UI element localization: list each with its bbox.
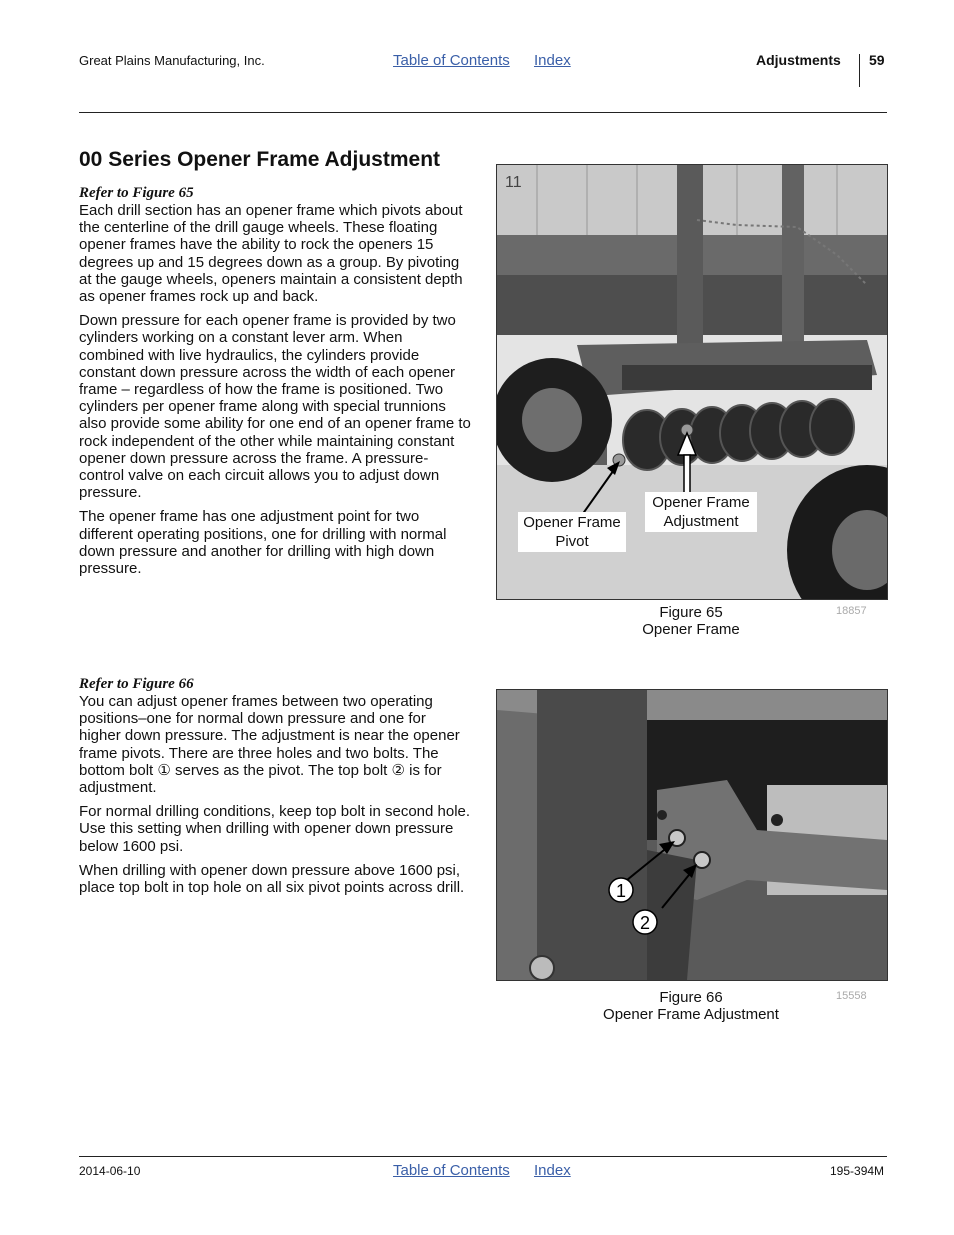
- header-section-title: Adjustments: [756, 52, 841, 68]
- figure-66-photo: [496, 689, 888, 981]
- paragraph-2: Down pressure for each opener frame is provided by two cylinders working on a constant lever arm. When combined with live hydraulics, the cylinders provide constant down pressure across the width of each opener frame – regardless of how the frame is positioned. Two cylinders per opener frame along with special trunnions also provide some ability for one end of an opener frame to rock independent of the other while maintaining constant opener down pressure across the frame. A pressure-control valve on each circuit allows you to adjust down pressure.: [79, 312, 471, 502]
- header-company: Great Plains Manufacturing, Inc.: [79, 53, 265, 68]
- figure-65-caption: [591, 604, 791, 638]
- callout-pivot-line2: Pivot: [555, 533, 589, 550]
- callout-opener-frame-pivot: [518, 512, 626, 552]
- text-block-1: [79, 185, 471, 577]
- refer-figure-66: Refer to Figure 66: [79, 676, 194, 692]
- photo-marking: 11: [505, 174, 522, 191]
- callout-adjust-line1: Opener Frame: [652, 494, 750, 511]
- footer-doc-number: 195-394M: [830, 1164, 885, 1178]
- callout-opener-frame-adjustment: [645, 492, 757, 532]
- header-divider: [859, 54, 860, 87]
- figure-66-caption: [591, 989, 791, 1023]
- footer-date: 2014-06-10: [79, 1164, 141, 1178]
- header-rule: [79, 112, 887, 113]
- page-title: 00 Series Opener Frame Adjustment: [79, 148, 441, 171]
- refer-figure-65: Refer to Figure 65: [79, 185, 194, 201]
- callout-adjust-line2: Adjustment: [663, 513, 739, 530]
- paragraph-3: The opener frame has one adjustment point for two different operating positions, one for drilling with normal down pressure and another for drilling with high down pressure.: [79, 508, 447, 578]
- callout-pivot-line1: Opener Frame: [523, 514, 621, 531]
- opener-frame-adjustment-illustration: [497, 690, 887, 980]
- figure-66-image-number: 15558: [836, 990, 867, 1002]
- header-index-link[interactable]: Index: [534, 52, 571, 69]
- footer-toc-link[interactable]: Table of Contents: [393, 1162, 510, 1179]
- callout-2: 2: [639, 913, 651, 933]
- figure-66-title: Opener Frame Adjustment: [603, 1006, 779, 1023]
- page-number: 59: [869, 52, 885, 68]
- text-block-2: [79, 676, 471, 896]
- figure-66-number: Figure 66: [659, 989, 723, 1006]
- header-toc-link[interactable]: Table of Contents: [393, 52, 510, 69]
- figure-65-number: Figure 65: [659, 604, 723, 621]
- figure-65-title: Opener Frame: [642, 621, 740, 638]
- paragraph-6: When drilling with opener down pressure above 1600 psi, place top bolt in top hole on all six pivot points across drill.: [79, 861, 465, 897]
- paragraph-5: For normal drilling conditions, keep top bolt in second hole. Use this setting when drilling with opener down pressure below 1600 psi.: [79, 803, 471, 855]
- callout-1: 1: [615, 881, 627, 901]
- footer-index-link[interactable]: Index: [534, 1162, 571, 1179]
- paragraph-4: You can adjust opener frames between two operating positions–one for normal down pressure and one for higher down pressure. The adjustment is near the opener frame pivots. There are three holes and two bolts. The bottom bolt ① serves as the pivot. The top bolt ② is for adjustment.: [79, 693, 460, 797]
- footer-rule: [79, 1156, 887, 1157]
- paragraph-1: Each drill section has an opener frame which pivots about the centerline of the drill gauge wheels. These floating opener frames have the ability to rock the openers 15 degrees up and 15 degrees down as a group. By pivoting at the gauge wheels, openers maintain a consistent depth as opener frames rock up and back.: [79, 202, 463, 306]
- figure-65-image-number: 18857: [836, 605, 867, 617]
